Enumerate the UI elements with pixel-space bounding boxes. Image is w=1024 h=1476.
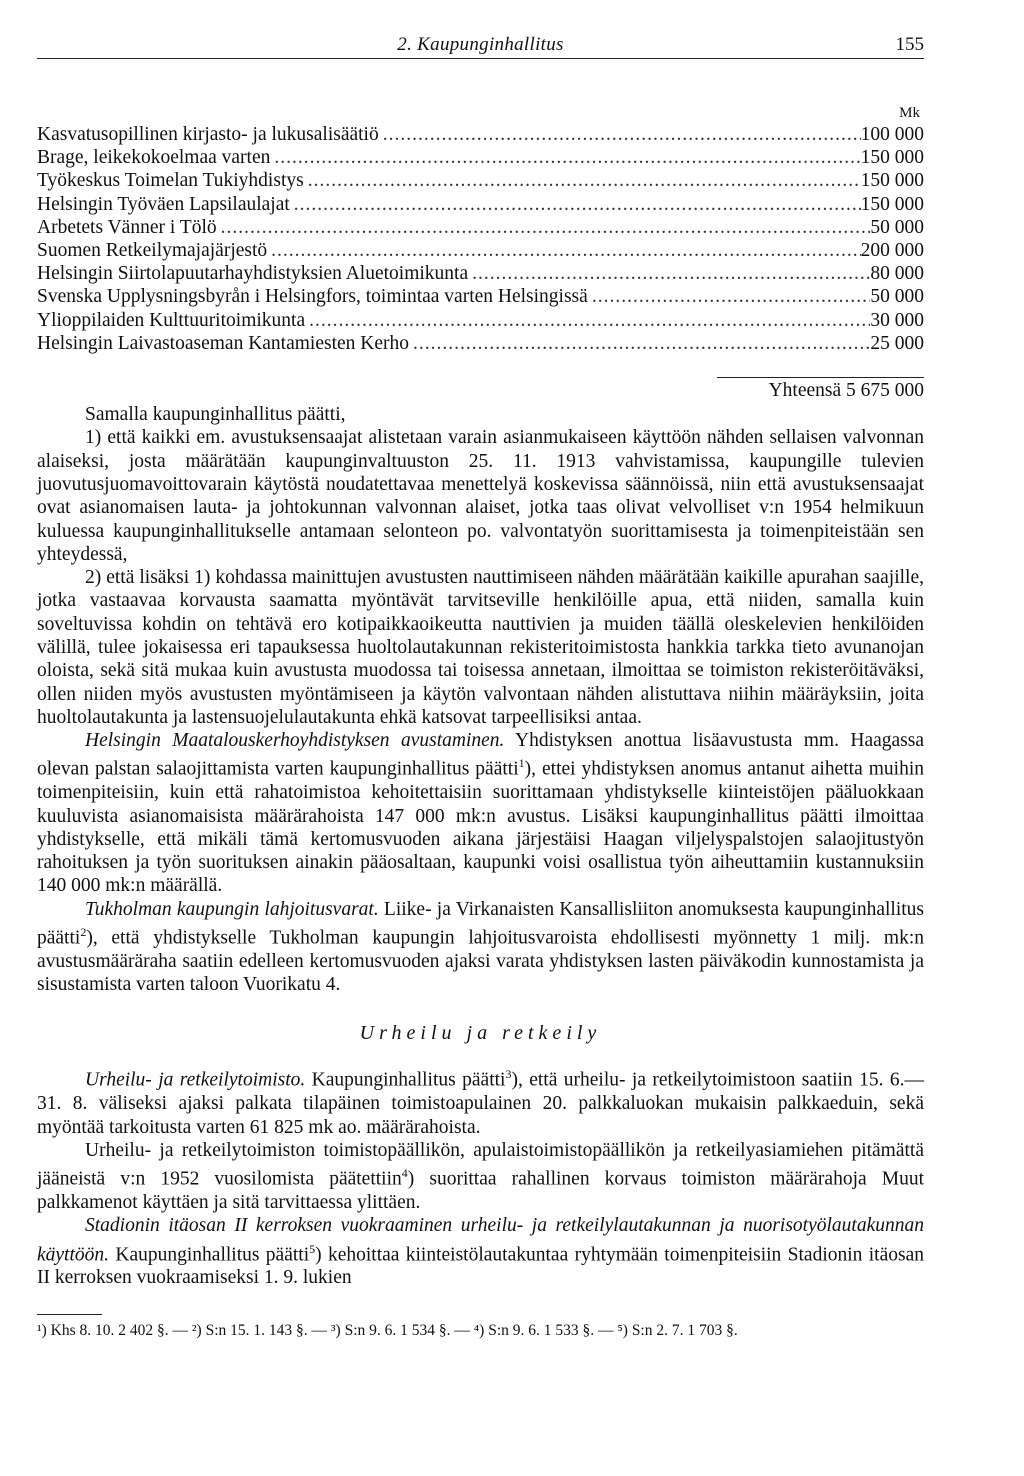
paragraph — [37, 1139, 924, 1214]
paragraph-text: ) suorittaa rahallinen korvaus toimiston määrärahoja Muut palkkamenot käyttäen ja sitä tarvittaessa ylittäen. — [37, 1168, 924, 1213]
paragraph — [37, 729, 924, 898]
footnote-ref: 4 — [401, 1166, 408, 1181]
paragraph-text: Urheilu- ja retkeilytoimiston toimistopäällikön, apulaistoimistopäällikön ja retkeilyasiamiehen pitämättä jääneistä v:n 1952 vuosilomista päätettiin — [37, 1139, 924, 1190]
footnotes: ¹) Khs 8. 10. 2 402 §. — ²) S:n 15. 1. 143 §. — ³) S:n 9. 6. 1 534 §. — ⁴) S:n 9. 6. 1 533 §. — ⁵) S:n 2. 7. 1 703 §. — [37, 1321, 738, 1339]
total-rule — [717, 377, 924, 378]
leader-dots — [468, 262, 870, 285]
footnote-ref: 1 — [518, 756, 525, 771]
grant-amount: 30 000 — [870, 309, 924, 331]
running-header — [37, 30, 924, 59]
paragraph-text: Kaupunginhallitus päätti — [109, 1244, 310, 1266]
leader-dots — [379, 123, 861, 146]
grant-name: Brage, leikekokoelmaa varten — [37, 147, 271, 169]
grant-row — [37, 169, 924, 192]
grant-row — [37, 239, 924, 262]
paragraph-title: Urheilu- ja retkeilytoimisto. — [85, 1069, 306, 1091]
grant-row — [37, 309, 924, 332]
grant-name: Helsingin Työväen Lapsilaulajat — [37, 193, 290, 215]
grant-amount: 25 000 — [870, 332, 924, 354]
grant-amount: 150 000 — [860, 170, 924, 192]
grant-amount: 100 000 — [860, 124, 924, 145]
footnote-ref: 5 — [309, 1241, 316, 1256]
grant-row — [37, 146, 924, 169]
document-page — [37, 30, 924, 1341]
grant-amount: 150 000 — [860, 147, 924, 169]
grant-amount: 50 000 — [870, 216, 924, 238]
leader-dots — [290, 193, 861, 216]
grant-amount: 80 000 — [870, 263, 924, 285]
grant-row — [37, 123, 924, 146]
grant-name: Suomen Retkeilymajajärjestö — [37, 240, 268, 262]
grant-name: Helsingin Laivastoaseman Kantamiesten Kerho — [37, 332, 410, 354]
leader-dots — [267, 239, 860, 262]
total-text: Yhteensä 5 675 000 — [768, 380, 924, 402]
grant-amount: 200 000 — [860, 240, 924, 262]
paragraph-text: ) kehoittaa kiinteistölautakuntaa ryhtymään toimenpiteisiin Stadionin itäosan II kerroksen vuokraamiseksi 1. 9. lukien — [37, 1244, 924, 1289]
grant-row — [37, 285, 924, 308]
paragraph: 1) että kaikki em. avustuksensaajat alistetaan varain asianmukaiseen käyttöön nähden sellaisen valvonnan alaiseksi, josta määrätään kaupunginvaltuuston 25. 11. 1913 vahvistamissa, kaupungille tulevien juovutusjuomavoittovarain käytöstä noudatettavaa menettelyä koskevissa säännöissä, niin että avustuksensaajat ovat asianomaisen lauta- ja johtokunnan valvonnan alaiset, jotka taas olivat velvolliset v:n 1954 helmikuun kuluessa kaupunginhallitukselle antamaan selonteon po. valvontatyön suorittamisesta ja toimenpiteistään sen yhteydessä, — [37, 427, 924, 565]
grant-name: Kasvatusopillinen kirjasto- ja lukusalisäätiö — [37, 124, 379, 145]
section-heading: Urheilu ja retkeily — [359, 1022, 602, 1045]
header-title: 2. Kaupunginhallitus — [397, 34, 564, 55]
footnote-ref: 3 — [505, 1067, 512, 1082]
leader-dots — [217, 216, 871, 239]
paragraph — [37, 1214, 924, 1289]
paragraph-text: Liike- ja Virkanaisten Kansallisliiton anomuksesta kaupunginhallitus päätti — [37, 898, 924, 949]
paragraph-title: Stadionin itäosan II kerroksen vuokraaminen urheilu- ja retkeilylautakunnan ja nuorisotyölautakunnan käyttöön. — [37, 1215, 924, 1266]
grant-amount: 50 000 — [870, 286, 924, 308]
paragraph-text: Yhdistyksen anottua lisäavustusta mm. Haagassa olevan palstan salaojittamista varten kaupunginhallitus päätti — [37, 730, 924, 780]
paragraph-title: Helsingin Maatalouskerhoyhdistyksen avustaminen. — [85, 730, 505, 752]
grant-row — [37, 262, 924, 285]
paragraph-text: ), että yhdistykselle Tukholman kaupungin lahjoitusvaroista ehdollisesti myönnetty 1 milj. mk:n avustusmääräraha saatiin edelleen kertomusvuoden ajaksi varata yhdistyksen lasten päiväkodin kunnostamista ja sisustamista varten taloon Vuorikatu 4. — [37, 927, 924, 996]
leader-dots — [409, 332, 870, 355]
paragraph — [37, 1063, 924, 1138]
leader-dots — [304, 169, 861, 192]
grant-row — [37, 193, 924, 216]
grant-row — [37, 332, 924, 355]
leader-dots — [305, 309, 870, 332]
grand-total — [37, 377, 924, 403]
grant-row — [37, 216, 924, 239]
grant-name: Työkeskus Toimelan Tukiyhdistys — [37, 170, 304, 192]
paragraph-text: ), että urheilu- ja retkeilytoimistoon saatiin 15. 6.—31. 8. väliseksi ajaksi palkata tilapäinen toimistoapulainen 20. palkkaluokan mukaisin palkkaeduin, sekä myöntää tarkoitusta varten 61 825 mk ao. määrärahoista. — [37, 1069, 924, 1138]
paragraph — [37, 898, 924, 997]
paragraph-text: Kaupunginhallitus päätti — [305, 1069, 506, 1091]
currency-label: Mk — [899, 105, 920, 121]
leader-dots — [270, 146, 860, 169]
paragraph: Samalla kaupunginhallitus päätti, — [85, 404, 346, 426]
grant-name: Helsingin Siirtolapuutarhayhdistyksien Aluetoimikunta — [37, 263, 469, 285]
grant-list — [37, 123, 924, 355]
paragraph-text: ), ettei yhdistyksen anomus antanut aihetta muihin toimenpiteisiin, kuin että rahatoimistoa kehoitettaisiin suorittamaan yhdistykselle kiinteistöjen pääluokkaan kuuluvista asianomaisista määrärahoista 147 000 mk:n avustus. Lisäksi kaupunginhallitus päätti ilmoittaa yhdistykselle, että mikäli tämä kertomusvuoden aikana järjestäisi Haagan viljelyspalstojen salaojitustyön rahoituksen ja työn suorituksen ainakin pääosaltaan, kaupunki voisi osallistua työn aiheuttamiin kustannuksiin 140 000 mk:n määrällä. — [37, 758, 924, 897]
grant-amount: 150 000 — [860, 193, 924, 215]
grant-name: Svenska Upplysningsbyrån i Helsingfors, toimintaa varten Helsingissä — [37, 286, 588, 308]
footnote-rule — [37, 1314, 102, 1315]
paragraph: 2) että lisäksi 1) kohdassa mainittujen avustusten nauttimiseen nähden määrätään kaikille apurahan saajille, jotka vastaavaa korvausta saamatta myöntävät tarvitseville henkilöille apua, että niiden, samalla kuin soveltuvissa kohdin on tehtävä ero kotipaikkaoikeutta nauttivien ja muiden täällä oleskelevien henkilöiden välillä, tulee jokaisessa eri tapauksessa huoltolautakunnan rekisteritoimistosta hankkia tarkka tieto avunanojan oloista, sekä sitä mukaa kuin avustusta muodossa tai toisessa annetaan, ilmoittaa se toimiston rekisteröitäväksi, ollen niiden myös avustusten myöntämiseen ja käytön valvontaan nähden alistuttava niihin määräyksiin, joita huoltolautakunta ja lastensuojelulautakunta ehkä katsovat tarpeellisiksi antaa. — [37, 567, 924, 728]
page-number: 155 — [895, 34, 924, 55]
grant-name: Arbetets Vänner i Tölö — [37, 216, 217, 238]
footnote-ref: 2 — [80, 925, 87, 940]
paragraph-title: Tukholman kaupungin lahjoitusvarat. — [85, 898, 379, 920]
leader-dots — [588, 285, 871, 308]
grant-name: Ylioppilaiden Kulttuuritoimikunta — [37, 309, 306, 331]
